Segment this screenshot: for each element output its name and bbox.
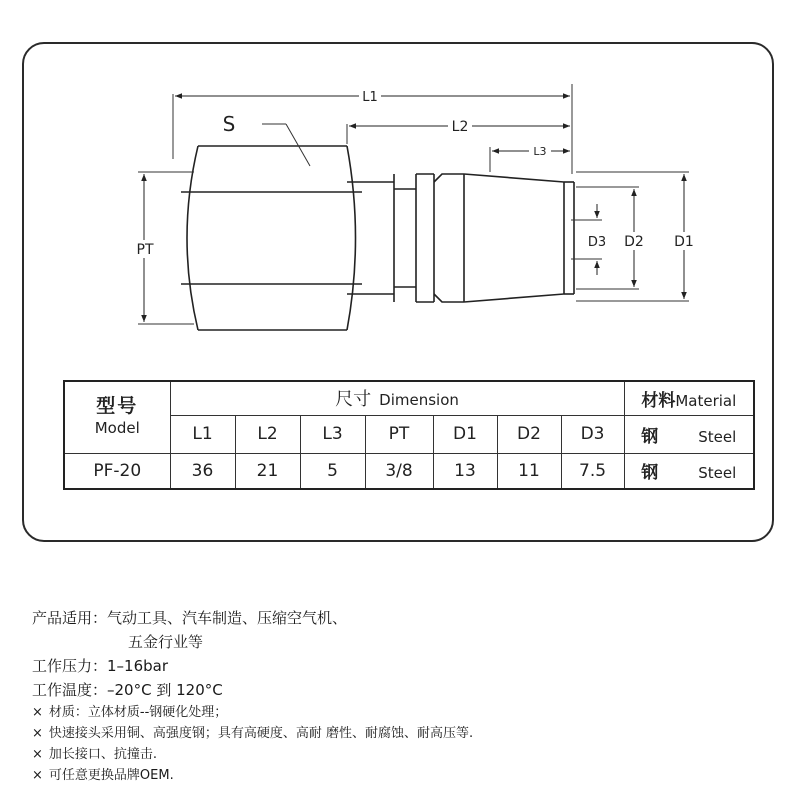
note-text: 材质：立体材质--钢硬化处理； bbox=[48, 705, 228, 720]
material-header-cn: 材料 bbox=[641, 390, 676, 411]
dimension-header bbox=[170, 381, 624, 415]
note-mark-icon: × bbox=[32, 768, 43, 783]
dimension-header-cn: 尺寸 bbox=[335, 389, 372, 411]
material-en: Steel bbox=[698, 427, 737, 446]
column-header: L1 bbox=[170, 415, 235, 453]
label-d3: D3 bbox=[587, 235, 607, 250]
application-label: 产品适用： bbox=[32, 609, 108, 627]
temperature-line bbox=[32, 678, 473, 702]
application-line bbox=[32, 606, 473, 630]
extension-lines bbox=[138, 84, 689, 324]
note-mark-icon: × bbox=[32, 726, 43, 741]
note-text: 可任意更换品牌OEM. bbox=[48, 768, 174, 783]
table-row bbox=[64, 453, 754, 489]
material-cn: 钢 bbox=[641, 426, 659, 447]
model-cell: PF-20 bbox=[64, 453, 170, 489]
label-d1: D1 bbox=[674, 234, 694, 250]
coupling-outline bbox=[181, 146, 574, 330]
dimension-header-en: Dimension bbox=[379, 391, 459, 410]
note-item bbox=[32, 723, 473, 744]
temperature-label: 工作温度： bbox=[32, 681, 108, 699]
material-cell-cn: 钢 bbox=[641, 463, 659, 484]
pressure-value: 1–16bar bbox=[107, 657, 169, 675]
product-description bbox=[32, 606, 473, 786]
note-text: 加长接口、抗撞击. bbox=[48, 747, 158, 762]
model-header bbox=[64, 381, 170, 453]
note-text: 快速接头采用铜、高强度钢；具有高硬度、高耐 磨性、耐腐蚀、耐高压等. bbox=[48, 726, 474, 741]
value-cell: 21 bbox=[235, 453, 300, 489]
label-l2: L2 bbox=[451, 119, 469, 135]
column-header: PT bbox=[365, 415, 433, 453]
label-s: S bbox=[222, 112, 236, 136]
material-column bbox=[624, 415, 754, 453]
column-header: L2 bbox=[235, 415, 300, 453]
column-header: D3 bbox=[561, 415, 624, 453]
material-cell-en: Steel bbox=[698, 464, 737, 483]
pressure-label: 工作压力： bbox=[32, 657, 108, 675]
material-header bbox=[624, 381, 754, 415]
application-value: 气动工具、汽车制造、压缩空气机、 bbox=[107, 609, 348, 627]
pressure-line bbox=[32, 654, 473, 678]
label-l1: L1 bbox=[362, 90, 378, 105]
note-item bbox=[32, 765, 473, 786]
material-header-en: Material bbox=[675, 391, 737, 410]
value-cell: 36 bbox=[170, 453, 235, 489]
model-header-en: Model bbox=[94, 419, 140, 438]
value-cell: 11 bbox=[497, 453, 561, 489]
technical-drawing bbox=[24, 44, 772, 384]
application-line-2: 五金行业等 bbox=[128, 633, 204, 651]
note-item bbox=[32, 744, 473, 765]
value-cell: 7.5 bbox=[561, 453, 624, 489]
label-l3: L3 bbox=[533, 145, 547, 158]
column-header: D1 bbox=[433, 415, 497, 453]
note-mark-icon: × bbox=[32, 705, 43, 720]
note-item bbox=[32, 702, 473, 723]
temperature-value: –20°C 到 120°C bbox=[107, 681, 223, 699]
model-header-cn: 型号 bbox=[96, 395, 139, 418]
value-cell: 5 bbox=[300, 453, 365, 489]
label-d2: D2 bbox=[624, 234, 644, 250]
value-cell: 3/8 bbox=[365, 453, 433, 489]
value-cell: 13 bbox=[433, 453, 497, 489]
note-mark-icon: × bbox=[32, 747, 43, 762]
label-pt: PT bbox=[136, 242, 154, 258]
spec-table bbox=[63, 380, 755, 490]
column-header: L3 bbox=[300, 415, 365, 453]
material-cell bbox=[624, 453, 754, 489]
column-header: D2 bbox=[497, 415, 561, 453]
